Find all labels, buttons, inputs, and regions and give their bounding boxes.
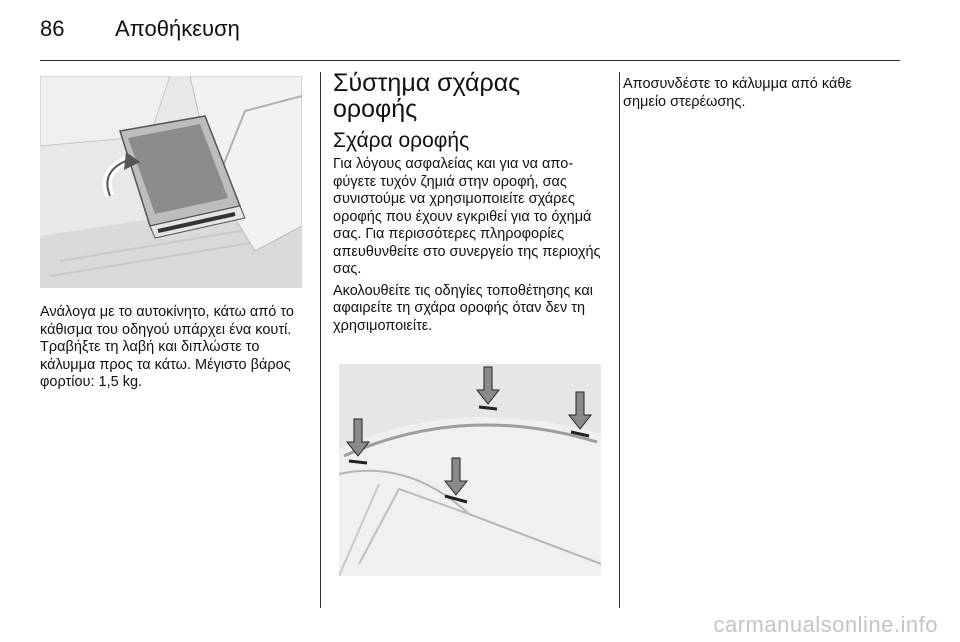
- roof-rack-system-heading: Σύστημα σχάρας οροφής: [333, 69, 521, 123]
- roof-rack-safety-paragraph: Για λόγους ασφαλείας και για να αποφύγετε τυχόν ζημιά στην οροφή, σας συνιστούμε να χρησιμοποιείτε σχάρες οροφής που έχουν εγκριθεί για το όχημά σας. Για περισσότερες πληροφορίες απευθυνθείτε στο συνεργείο της περιοχής σας.: [333, 156, 601, 277]
- column-divider-right: [619, 72, 620, 608]
- left-column: [40, 304, 310, 396]
- roof-rack-instructions-paragraph: Ακολουθείτε τις οδηγίες τοποθέτησης και αφαιρείτε τη σχάρα οροφής όταν δεν τη χρησιμοποιείτε.: [333, 282, 593, 334]
- section-title: Αποθήκευση: [115, 16, 240, 41]
- footer-watermark: carmanualsonline.info: [713, 612, 938, 637]
- roof-drawing: [339, 364, 601, 576]
- under-seat-drawer-illustration: [40, 76, 302, 288]
- roof-fastening-points-illustration: [339, 364, 601, 576]
- roof-rack-subheading: Σχάρα οροφής: [333, 129, 470, 152]
- drawer-drawing: [40, 76, 302, 288]
- right-column: [623, 76, 898, 115]
- page-number: 86: [40, 16, 65, 41]
- middle-column: [333, 70, 603, 339]
- detach-cover-instructions: Αποσυνδέστε το κάλυμμα από κάθε σημείο στερέωσης.: [623, 76, 852, 110]
- column-divider-left: [320, 72, 321, 608]
- header-rule: [40, 60, 900, 61]
- drawer-instructions: Ανάλογα με το αυτοκίνητο, κάτω από το κάθισμα του οδηγού υπάρχει ένα κουτί. Τραβήξτε τη λαβή και διπλώστε το κάλυμμα προς τα κάτω. Μέγιστο βάρος φορτίου: 1,5 kg.: [40, 304, 294, 390]
- page-header: [0, 0, 960, 62]
